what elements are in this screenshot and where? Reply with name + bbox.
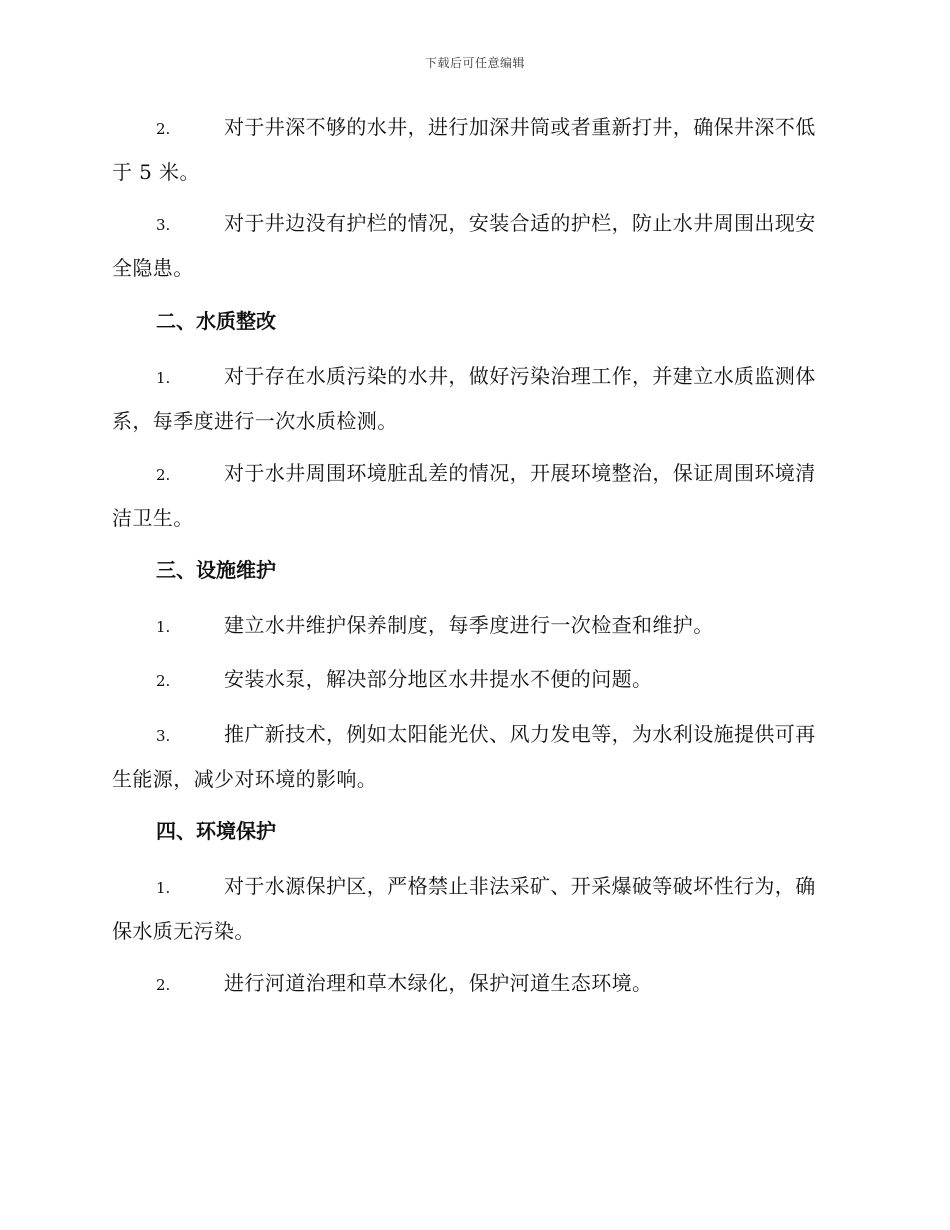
list-item [112,355,832,443]
item-text: 对于水源保护区，严格禁止非法采矿、开采爆破等破坏性行为，确保水质无污染。 [112,874,816,943]
list-item [112,106,832,194]
item-number: 1. [156,618,171,636]
item-text: 进行河道治理和草木绿化，保护河道生态环境。 [224,971,653,995]
list-item [112,452,832,540]
item-number: 2. [156,466,171,484]
item-number: 2. [156,120,171,138]
item-text: 对于井深不够的水井，进行加深井筒或者重新打井，确保井深不低于 5 米。 [112,115,816,184]
item-number: 1. [156,369,171,387]
list-item [112,962,832,1007]
item-text: 安装水泵，解决部分地区水井提水不便的问题。 [224,667,653,691]
item-text: 对于水井周围环境脏乱差的情况，开展环境整治，保证周围环境清洁卫生。 [112,461,816,530]
item-text: 建立水井维护保养制度，每季度进行一次检查和维护。 [224,613,714,637]
section-heading: 四、环境保护 [156,819,276,843]
item-number: 3. [156,727,171,745]
item-number: 2. [156,672,171,690]
list-item [112,202,832,290]
item-text: 推广新技术，例如太阳能光伏、风力发电等，为水利设施提供可再生能源，减少对环境的影响。 [112,722,816,791]
list-item [112,865,832,953]
item-number: 1. [156,879,171,897]
item-text: 对于井边没有护栏的情况，安装合适的护栏，防止水井周围出现安全隐患。 [112,211,816,280]
page-header: 下载后可任意编辑 [424,56,525,70]
list-item [112,658,832,703]
list-item [112,713,832,801]
list-item [112,604,832,649]
section-heading: 二、水质整改 [156,309,276,333]
item-text: 对于存在水质污染的水井，做好污染治理工作，并建立水质监测体系，每季度进行一次水质检测。 [112,364,816,433]
section-heading: 三、设施维护 [156,558,276,582]
item-number: 2. [156,976,171,994]
item-number: 3. [156,216,171,234]
